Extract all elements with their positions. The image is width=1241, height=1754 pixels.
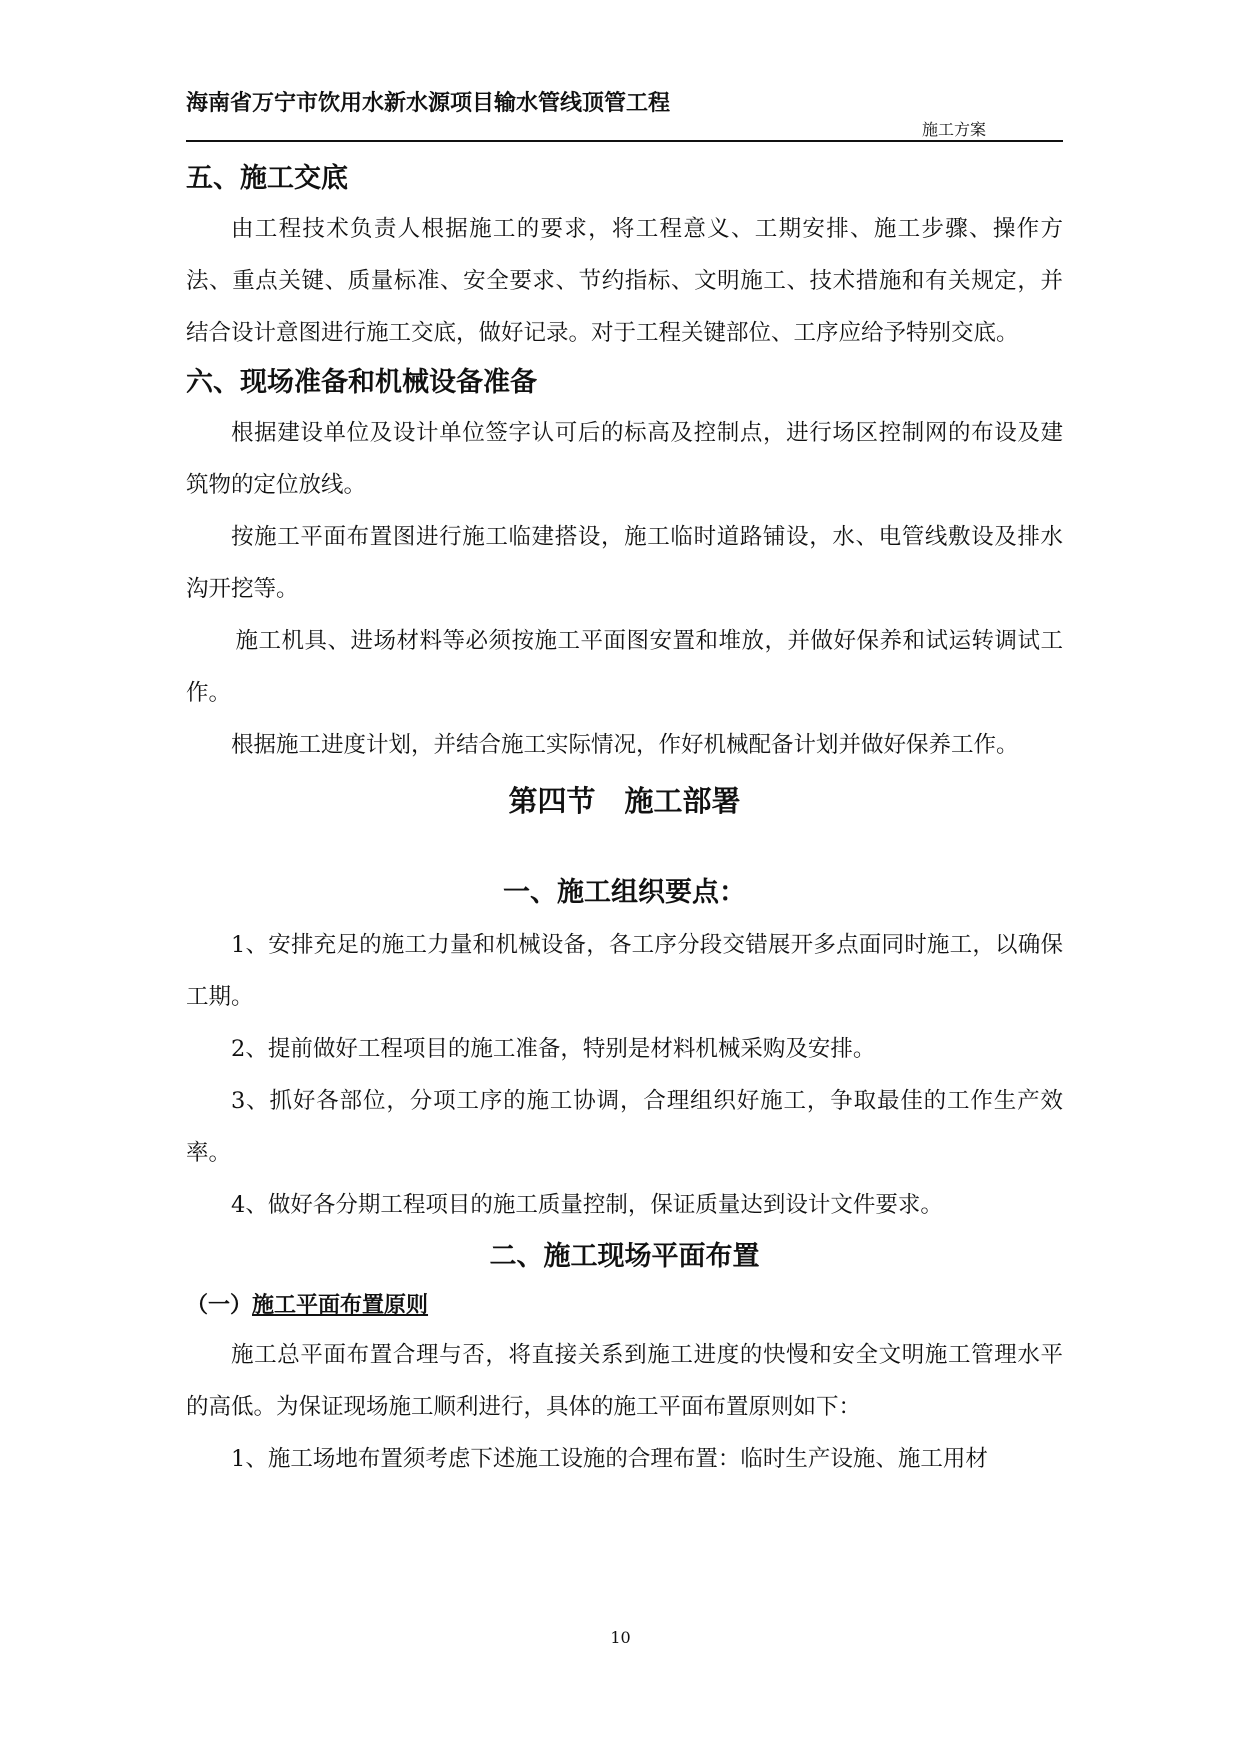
section-heading-5: 五、施工交底	[186, 163, 348, 194]
header-subtitle: 施工方案	[922, 120, 987, 139]
part-1-item-4: 4、做好各分期工程项目的施工质量控制，保证质量达到设计文件要求。	[231, 1192, 943, 1218]
section-6-paragraph-1: 根据建设单位及设计单位签字认可后的标高及控制点，进行场区控制网的布设及建筑物的定位放线。	[186, 420, 1063, 498]
part-2-heading: 二、施工现场平面布置	[489, 1241, 760, 1272]
part-2-paragraph-1: 施工总平面布置合理与否，将直接关系到施工进度的快慢和安全文明施工管理水平的高低。为保证现场施工顺利进行，具体的施工平面布置原则如下：	[186, 1342, 1063, 1420]
part-1-heading: 一、施工组织要点：	[503, 877, 746, 908]
part-1-item-1: 1、安排充足的施工力量和机械设备，各工序分段交错展开多点面同时施工，以确保工期。	[186, 932, 1063, 1010]
header-rule	[186, 140, 1063, 142]
header-title: 海南省万宁市饮用水新水源项目输水管线顶管工程	[186, 91, 671, 116]
section-6-paragraph-3: 施工机具、进场材料等必须按施工平面图安置和堆放，并做好保养和试运转调试工作。	[186, 628, 1063, 706]
section-6-paragraph-4: 根据施工进度计划，并结合施工实际情况，作好机械配备计划并做好保养工作。	[231, 732, 1019, 758]
part-2-subheading	[186, 1283, 1063, 1329]
spacer	[186, 831, 1063, 867]
part-2-item-1: 1、施工场地布置须考虑下述施工设施的合理布置：临时生产设施、施工用材	[231, 1446, 988, 1472]
page-number: 10	[610, 1628, 631, 1647]
section-6-paragraph-2: 按施工平面布置图进行施工临建搭设，施工临时道路铺设，水、电管线敷设及排水沟开挖等。	[186, 524, 1063, 602]
subheading-title: 施工平面布置原则	[252, 1293, 429, 1318]
section-5-paragraph-1: 由工程技术负责人根据施工的要求，将工程意义、工期安排、施工步骤、操作方法、重点关键、质量标准、安全要求、节约指标、文明施工、技术措施和有关规定，并结合设计意图进行施工交底，做好记录。对于工程关键部位、工序应给予特别交底。	[186, 216, 1063, 346]
chapter-title: 第四节 施工部署	[508, 784, 741, 818]
subheading-prefix: （一）	[186, 1293, 253, 1318]
part-1-item-2: 2、提前做好工程项目的施工准备，特别是材料机械采购及安排。	[231, 1036, 876, 1062]
document-body	[186, 155, 1063, 1485]
part-1-item-3: 3、抓好各部位，分项工序的施工协调，合理组织好施工，争取最佳的工作生产效率。	[186, 1088, 1063, 1166]
section-heading-6: 六、现场准备和机械设备准备	[186, 367, 537, 398]
